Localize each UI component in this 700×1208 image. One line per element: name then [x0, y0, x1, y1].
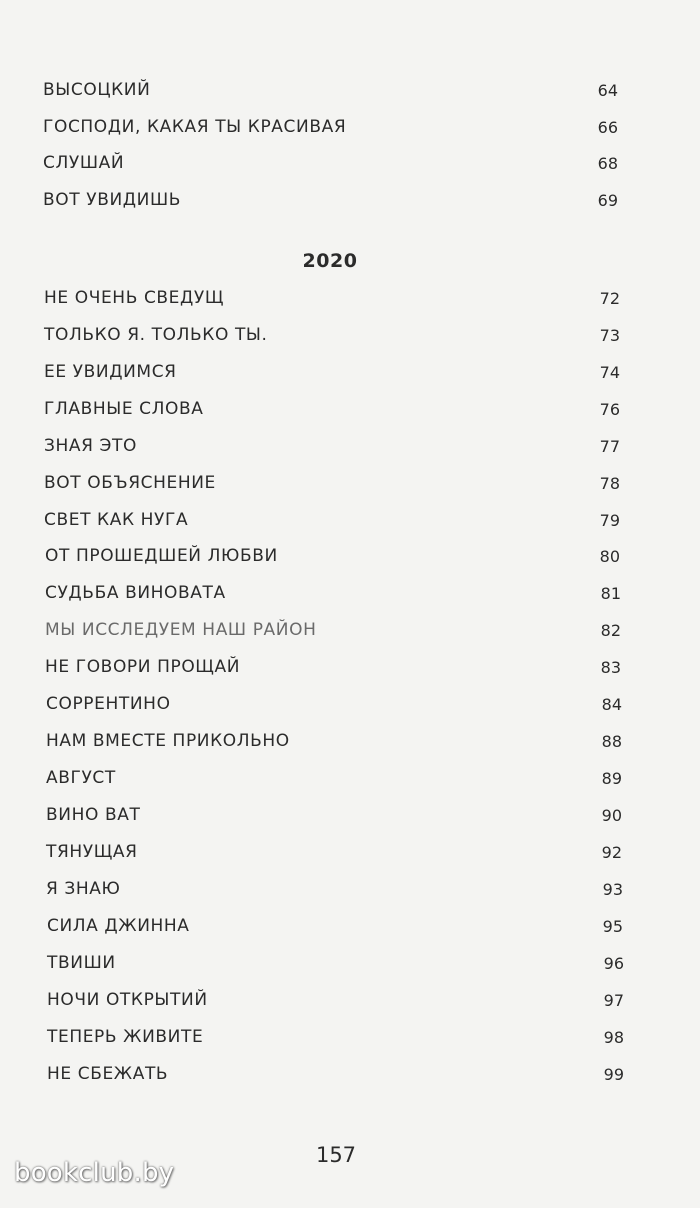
toc-entry-page: 96: [603, 953, 624, 973]
toc-entry: [43, 188, 618, 212]
toc-entry-page: 72: [599, 288, 620, 308]
toc-entry-title: ЕЕ УВИДИМСЯ: [44, 362, 177, 382]
toc-entry-title: СИЛА ДЖИННА: [47, 916, 190, 936]
toc-entry: [46, 729, 622, 753]
toc-entry-page: 98: [603, 1027, 624, 1047]
toc-entry-page: 88: [601, 731, 622, 751]
toc-entry-title: МЫ ИССЛЕДУЕМ НАШ РАЙОН: [45, 620, 317, 640]
toc-entry: [44, 286, 620, 310]
toc-entry-title: СУДЬБА ВИНОВАТА: [45, 583, 226, 603]
toc-entry: [43, 78, 618, 102]
toc-entry: [46, 692, 622, 716]
toc-entry-page: 66: [597, 117, 618, 137]
toc-entry: [47, 988, 624, 1012]
toc-entry-title: ТЕПЕРЬ ЖИВИТЕ: [47, 1027, 204, 1047]
toc-entry-page: 95: [602, 916, 623, 936]
toc-entry-page: 90: [601, 805, 622, 825]
toc-entry: [44, 471, 620, 495]
toc-entry-title: НЕ ОЧЕНЬ СВЕДУЩ: [44, 288, 225, 308]
toc-entry: [44, 323, 620, 347]
toc-entry: [47, 951, 624, 975]
toc-entry-title: ОТ ПРОШЕДШЕЙ ЛЮБВИ: [45, 546, 278, 566]
toc-entry-page: 93: [602, 879, 623, 899]
toc-entry-page: 74: [599, 362, 620, 382]
toc-entry: [44, 397, 620, 421]
toc-entry: [45, 618, 621, 642]
toc-entry-page: 81: [600, 583, 621, 603]
toc-entry-title: ТВИШИ: [47, 953, 116, 973]
page-number: 157: [315, 1143, 357, 1167]
toc-entry-page: 76: [599, 399, 620, 419]
toc-entry-title: НОЧИ ОТКРЫТИЙ: [47, 990, 208, 1010]
toc-entry-title: ГЛАВНЫЕ СЛОВА: [44, 399, 204, 419]
toc-entry: [47, 1025, 624, 1049]
toc-entry-page: 64: [597, 80, 618, 100]
toc-entry-page: 89: [601, 768, 622, 788]
toc-entry-title: СВЕТ КАК НУГА: [44, 510, 189, 530]
toc-entry: [43, 151, 618, 175]
toc-entry-title: АВГУСТ: [46, 768, 116, 788]
toc-entry-page: 79: [599, 510, 620, 530]
toc-entry: [47, 1062, 624, 1086]
toc-entry-title: ВОТ УВИДИШЬ: [43, 190, 182, 210]
toc-entry-title: ВОТ ОБЪЯСНЕНИЕ: [44, 473, 216, 493]
toc-entry-page: 92: [601, 842, 622, 862]
toc-entry-title: СЛУШАЙ: [43, 153, 125, 173]
toc-entry-page: 73: [599, 325, 620, 345]
toc-entry-page: 78: [599, 473, 620, 493]
toc-entry-title: НАМ ВМЕСТЕ ПРИКОЛЬНО: [46, 731, 290, 751]
toc-entry-page: 77: [599, 436, 620, 456]
toc-entry: [44, 434, 620, 458]
toc-entry-title: ВЫСОЦКИЙ: [43, 80, 151, 100]
toc-entry-title: Я ЗНАЮ: [46, 879, 121, 899]
toc-entry: [45, 544, 620, 568]
toc-entry-title: НЕ СБЕЖАТЬ: [47, 1064, 169, 1084]
section-year-heading: 2020: [302, 250, 358, 272]
toc-entry: [43, 115, 618, 139]
toc-entry-page: 99: [603, 1064, 624, 1084]
toc-entry-page: 80: [599, 546, 620, 566]
toc-entry-title: ТЯНУЩАЯ: [46, 842, 138, 862]
toc-entry: [47, 914, 623, 938]
toc-entry-title: ВИНО ВАТ: [46, 805, 141, 825]
toc-entry: [44, 360, 620, 384]
toc-entry: [45, 655, 621, 679]
toc-entry-title: ГОСПОДИ, КАКАЯ ТЫ КРАСИВАЯ: [43, 117, 347, 137]
toc-entry-title: НЕ ГОВОРИ ПРОЩАЙ: [45, 657, 241, 677]
toc-entry-page: 84: [601, 694, 622, 714]
toc-entry-title: ТОЛЬКО Я. ТОЛЬКО ТЫ.: [44, 325, 268, 345]
toc-entry: [46, 840, 622, 864]
toc-entry-page: 82: [600, 620, 621, 640]
toc-entry-title: ЗНАЯ ЭТО: [44, 436, 137, 456]
toc-entry: [46, 803, 622, 827]
toc-entry: [46, 766, 622, 790]
toc-entry-page: 97: [603, 990, 624, 1010]
toc-entry-page: 83: [600, 657, 621, 677]
toc-entry: [45, 581, 621, 605]
toc-entry: [46, 877, 623, 901]
toc-entry-page: 69: [597, 190, 618, 210]
toc-entry-title: СОРРЕНТИНО: [46, 694, 171, 714]
toc-entry-page: 68: [597, 153, 618, 173]
toc-entry: [44, 508, 620, 532]
watermark-logo: bookclub.by: [14, 1158, 175, 1188]
